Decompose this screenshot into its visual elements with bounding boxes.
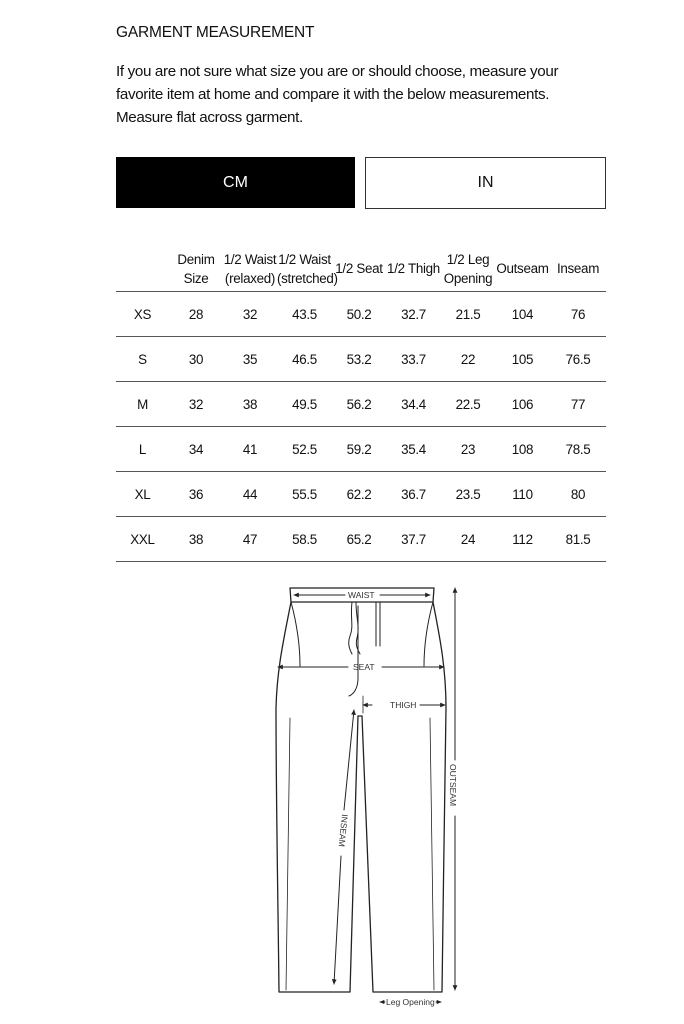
measurement-cell: 49.5	[277, 382, 332, 427]
measurement-cell: 28	[169, 292, 223, 337]
measurement-cell: 110	[495, 472, 550, 517]
table-row	[116, 292, 606, 337]
table-row	[116, 382, 606, 427]
measurement-cell: 46.5	[277, 337, 332, 382]
measurement-cell: 35	[223, 337, 277, 382]
measurement-cell: 36	[169, 472, 223, 517]
measurement-cell: 47	[223, 517, 277, 562]
intro-line: favorite item at home and compare it with the below measurements.	[116, 86, 550, 103]
measurement-cell: 56.2	[332, 382, 386, 427]
measurement-cell: 78.5	[550, 427, 606, 472]
measurement-cell: 35.4	[386, 427, 441, 472]
measurement-cell: 52.5	[277, 427, 332, 472]
measurement-cell: 21.5	[441, 292, 495, 337]
measurement-cell: 81.5	[550, 517, 606, 562]
column-header-leg-opening: 1/2 Leg Opening	[441, 246, 495, 292]
intro-text	[116, 60, 596, 129]
size-label-cell: XS	[116, 292, 169, 337]
measurement-cell: 76	[550, 292, 606, 337]
measurement-cell: 65.2	[332, 517, 386, 562]
drawstring	[349, 602, 380, 654]
measurement-cell: 44	[223, 472, 277, 517]
column-header-inseam: Inseam	[550, 246, 606, 292]
size-label-cell: M	[116, 382, 169, 427]
table-body	[116, 292, 606, 562]
measurement-cell: 55.5	[277, 472, 332, 517]
leg-opening-label: Leg Opening	[386, 997, 435, 1007]
measurement-cell: 106	[495, 382, 550, 427]
measurement-cell: 104	[495, 292, 550, 337]
table-row	[116, 517, 606, 562]
column-header-outseam: Outseam	[495, 246, 550, 292]
measurement-cell: 76.5	[550, 337, 606, 382]
table-row	[116, 472, 606, 517]
measurement-cell: 33.7	[386, 337, 441, 382]
table-row	[116, 427, 606, 472]
measurement-cell: 53.2	[332, 337, 386, 382]
measurement-cell: 34	[169, 427, 223, 472]
inseam-label: INSEAM	[336, 813, 350, 848]
measurement-cell: 50.2	[332, 292, 386, 337]
measurement-cell: 41	[223, 427, 277, 472]
measurement-cell: 34.4	[386, 382, 441, 427]
seat-label: SEAT	[353, 662, 375, 672]
outseam-label: OUTSEAM	[448, 764, 458, 807]
column-header-waist-stretched: 1/2 Waist (stretched)	[277, 246, 332, 292]
unit-toggle	[116, 157, 606, 209]
size-label-cell: XXL	[116, 517, 169, 562]
measurement-cell: 32	[169, 382, 223, 427]
column-header-thigh: 1/2 Thigh	[386, 246, 441, 292]
measurement-cell: 62.2	[332, 472, 386, 517]
column-header-denim-size: Denim Size	[169, 246, 223, 292]
column-header-seat: 1/2 Seat	[332, 246, 386, 292]
measurement-cell: 38	[169, 517, 223, 562]
intro-line: If you are not sure what size you are or should choose, measure your	[116, 63, 559, 80]
in-unit-button[interactable]: IN	[365, 157, 606, 209]
size-table	[116, 246, 606, 562]
measurement-cell: 105	[495, 337, 550, 382]
size-label-cell: L	[116, 427, 169, 472]
table-row	[116, 337, 606, 382]
measurement-cell: 22.5	[441, 382, 495, 427]
column-header-waist-relaxed: 1/2 Waist (relaxed)	[223, 246, 277, 292]
measurement-cell: 59.2	[332, 427, 386, 472]
measurement-cell: 80	[550, 472, 606, 517]
pant-outline	[276, 602, 446, 992]
pants-measurement-diagram	[270, 578, 470, 1018]
size-label-cell: XL	[116, 472, 169, 517]
column-header-size-label	[116, 246, 169, 292]
measurement-cell: 23	[441, 427, 495, 472]
page-title: GARMENT MEASUREMENT	[116, 24, 315, 41]
measurement-cell: 37.7	[386, 517, 441, 562]
measurement-cell: 43.5	[277, 292, 332, 337]
measurement-cell: 112	[495, 517, 550, 562]
measurement-cell: 38	[223, 382, 277, 427]
measurement-cell: 24	[441, 517, 495, 562]
measurement-cell: 77	[550, 382, 606, 427]
measurement-cell: 108	[495, 427, 550, 472]
measurement-cell: 32	[223, 292, 277, 337]
thigh-label: THIGH	[390, 700, 417, 710]
measurement-cell: 22	[441, 337, 495, 382]
measurement-cell: 58.5	[277, 517, 332, 562]
intro-line: Measure flat across garment.	[116, 109, 303, 126]
table-header-row	[116, 246, 606, 292]
measurement-cell: 32.7	[386, 292, 441, 337]
measurement-cell: 36.7	[386, 472, 441, 517]
waist-label: WAIST	[348, 590, 375, 600]
measurement-cell: 23.5	[441, 472, 495, 517]
measurement-cell: 30	[169, 337, 223, 382]
size-label-cell: S	[116, 337, 169, 382]
cm-unit-button[interactable]: CM	[116, 157, 355, 208]
